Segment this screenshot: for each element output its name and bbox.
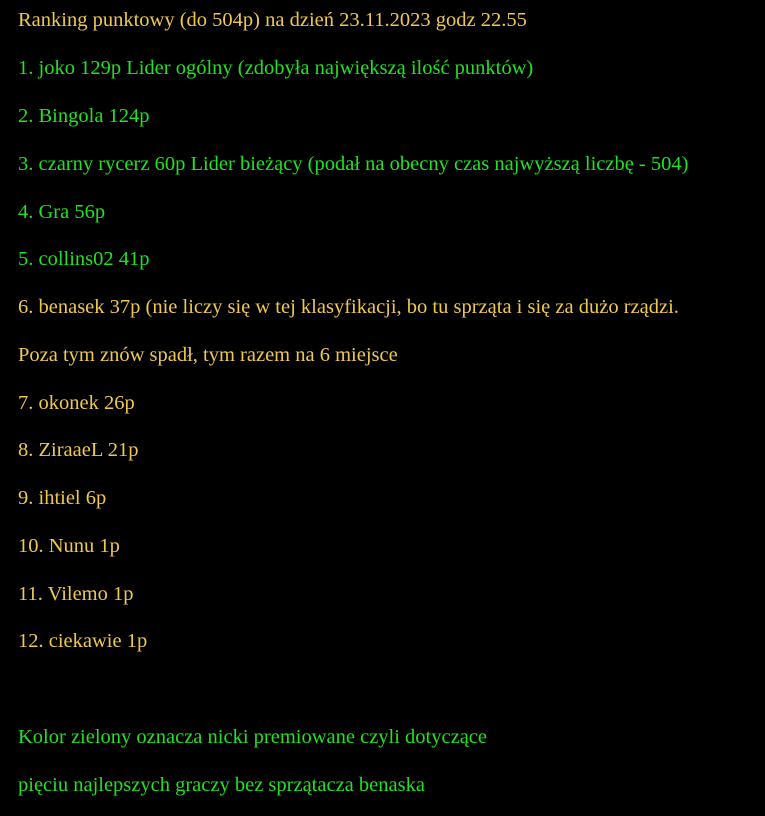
ranking-entry-9: 9. ihtiel 6p (18, 487, 107, 509)
ranking-entry-4: 4. Gra 56p (18, 201, 106, 223)
legend-line-1: Kolor zielony oznacza nicki premiowane czyli dotyczące (18, 726, 487, 748)
ranking-entry-10: 10. Nunu 1p (18, 535, 120, 557)
ranking-entry-6-note: Poza tym znów spadł, tym razem na 6 miejsce (18, 344, 398, 366)
ranking-entry-8: 8. ZiraaeL 21p (18, 439, 139, 461)
ranking-entry-7: 7. okonek 26p (18, 392, 135, 414)
ranking-entry-3: 3. czarny rycerz 60p Lider bieżący (podał na obecny czas najwyższą liczbę - 504) (18, 153, 689, 175)
ranking-header: Ranking punktowy (do 504p) na dzień 23.11.2023 godz 22.55 (18, 9, 527, 31)
legend-line-2: pięciu najlepszych graczy bez sprzątacza benaska (18, 774, 425, 796)
ranking-entry-1: 1. joko 129p Lider ogólny (zdobyła największą ilość punktów) (18, 57, 534, 79)
ranking-entry-5: 5. collins02 41p (18, 248, 150, 270)
ranking-entry-2: 2. Bingola 124p (18, 105, 150, 127)
ranking-entry-6: 6. benasek 37p (nie liczy się w tej klasyfikacji, bo tu sprząta i się za dużo rządzi. (18, 296, 679, 318)
ranking-entry-11: 11. Vilemo 1p (18, 583, 134, 605)
ranking-entry-12: 12. ciekawie 1p (18, 630, 148, 652)
